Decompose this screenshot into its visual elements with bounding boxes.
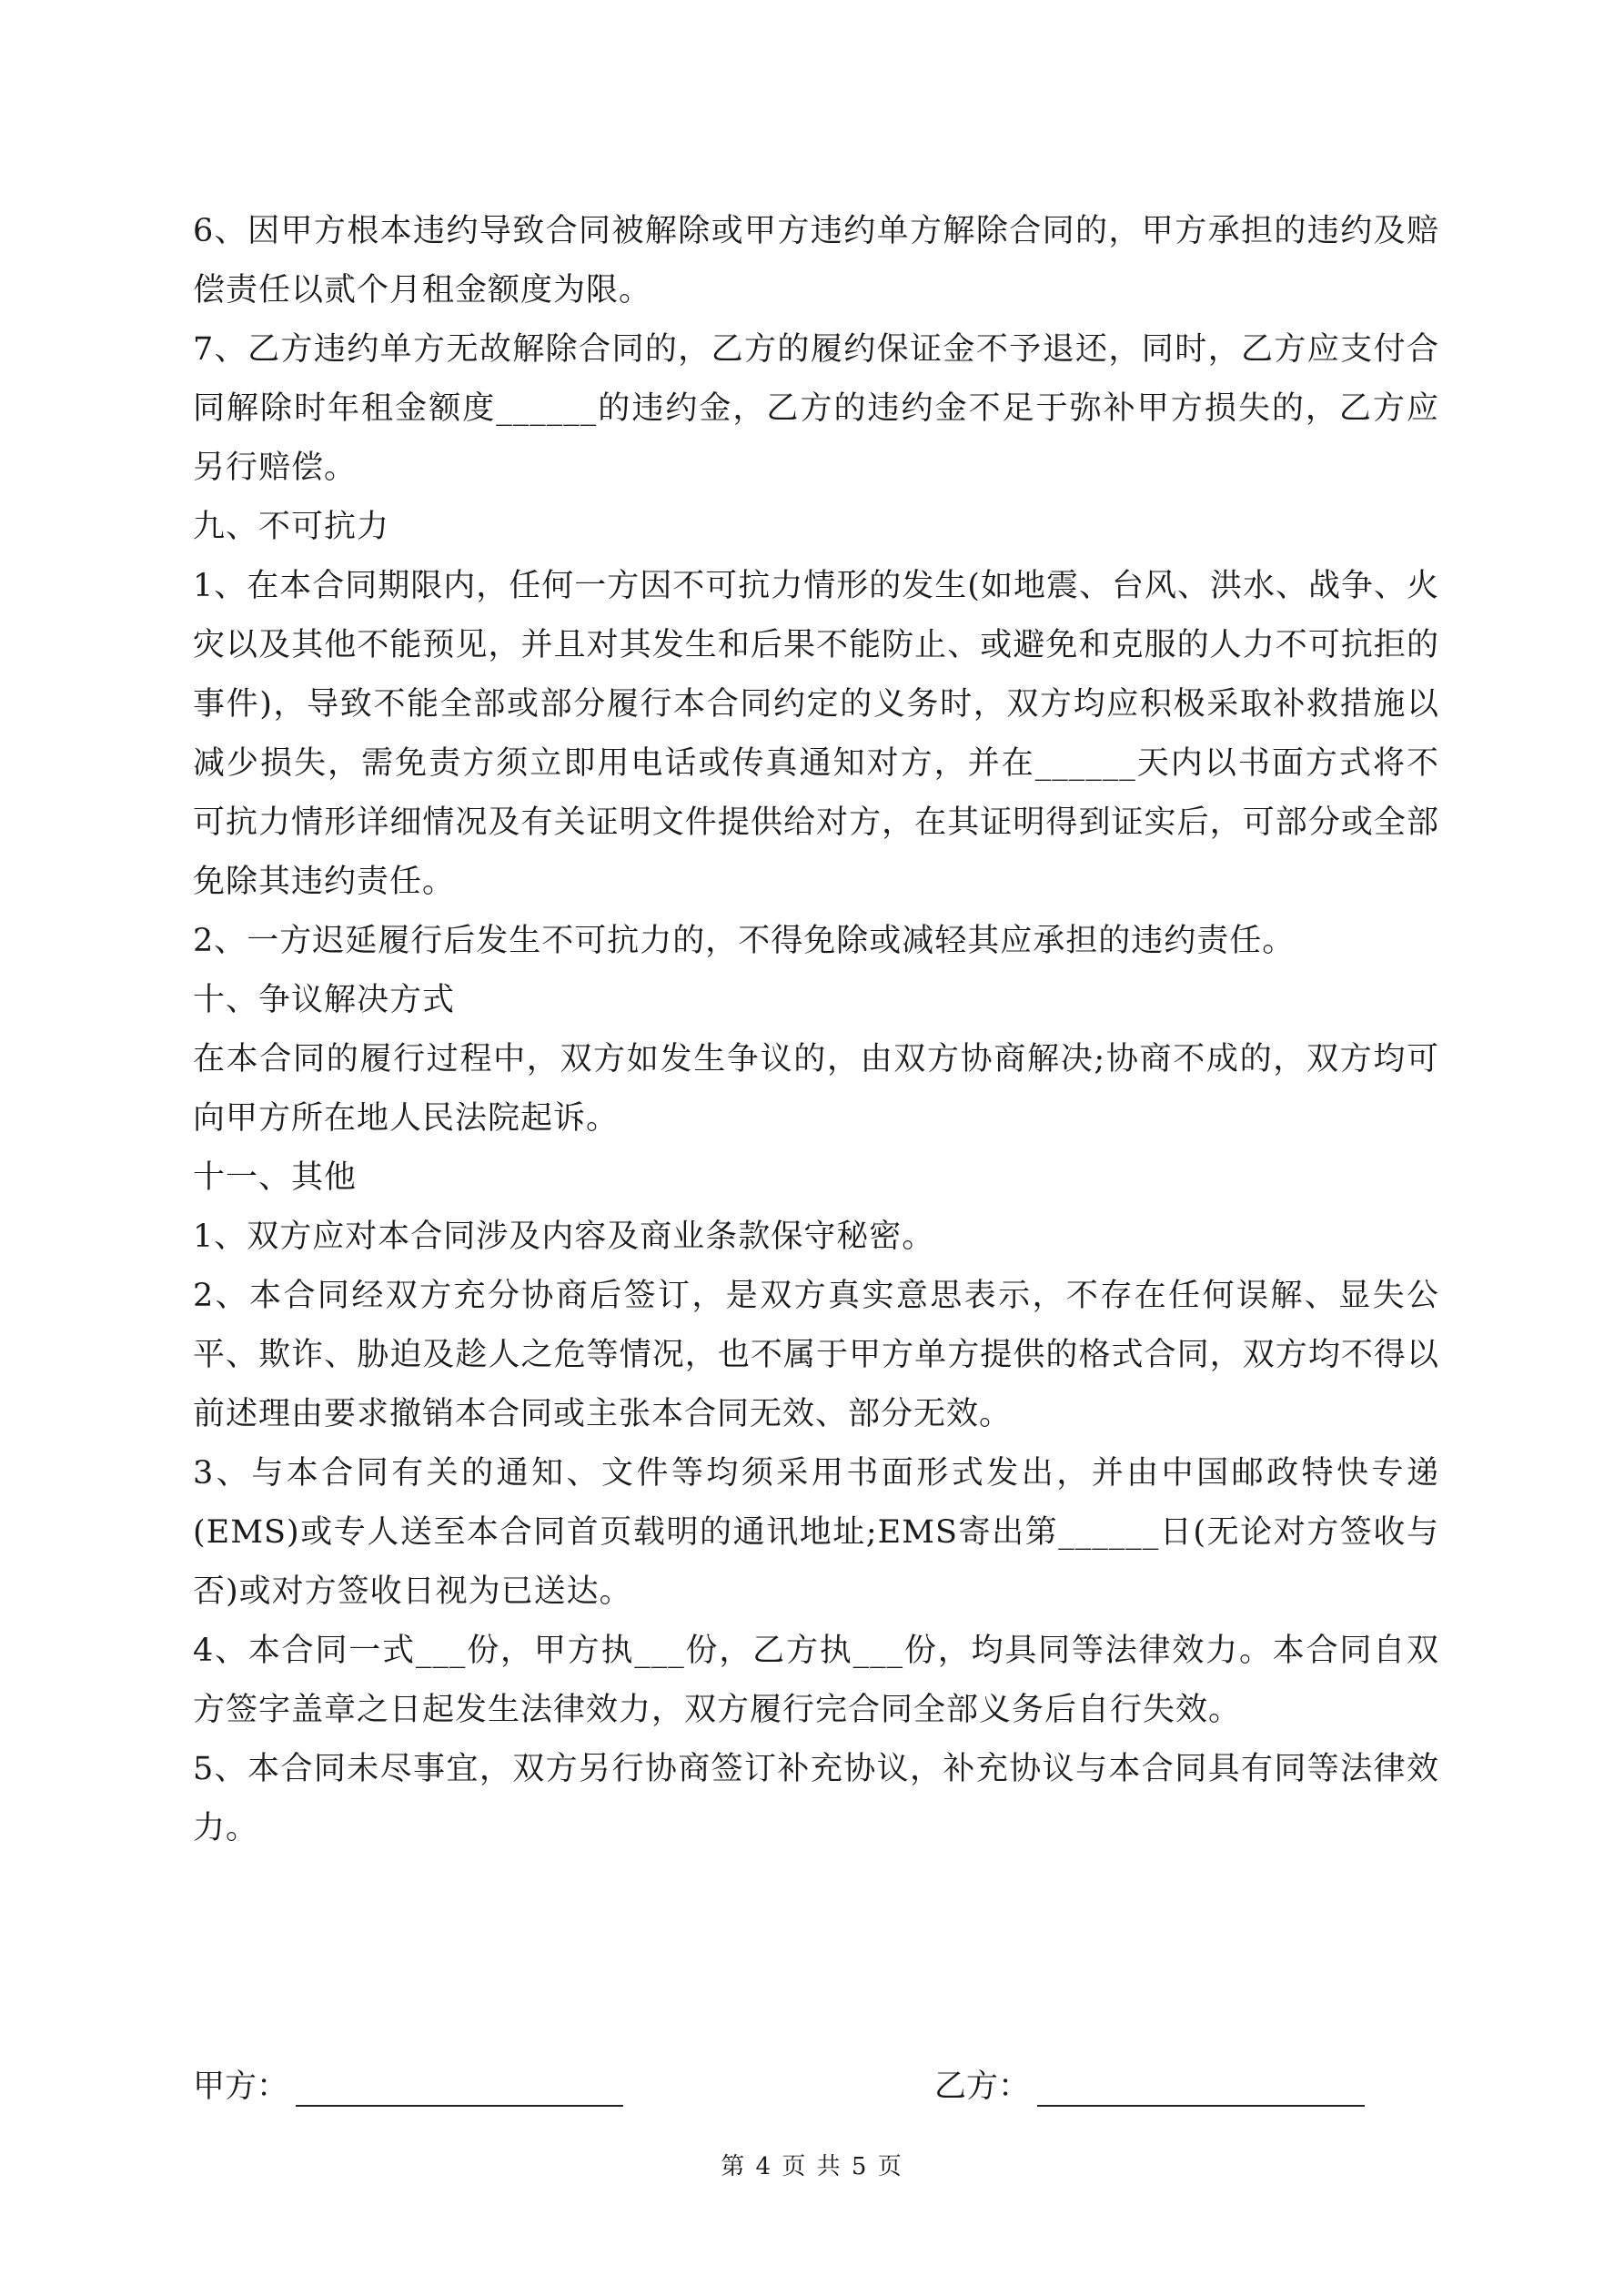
other-clause-5: 5、本合同未尽事宜，双方另行协商签订补充协议，补充协议与本合同具有同等法律效力。	[193, 1751, 1439, 1846]
section-heading-other: 十一、其他	[193, 1159, 358, 1196]
party-b-signature-line	[1037, 2068, 1365, 2107]
section-heading-force-majeure: 九、不可抗力	[193, 509, 390, 545]
signature-block	[193, 2061, 1439, 2116]
other-clause-3: 3、与本合同有关的通知、文件等均须采用书面形式发出，并由中国邮政特快专递(EMS)或专人送至本合同首页载明的通讯地址;EMS寄出第______日(无论对方签收与否)或对方签收日视为已送达。	[193, 1455, 1439, 1610]
other-clause-1: 1、双方应对本合同涉及内容及商业条款保守秘密。	[193, 1219, 935, 1255]
other-clause-4: 4、本合同一式___份，甲方执___份，乙方执___份，均具同等法律效力。本合同自双方签字盖章之日起发生法律效力，双方履行完合同全部义务后自行失效。	[193, 1633, 1439, 1728]
party-a-signature-line	[296, 2068, 623, 2107]
other-clause-2: 2、本合同经双方充分协商后签订，是双方真实意思表示，不存在任何误解、显失公平、欺诈、胁迫及趁人之危等情况，也不属于甲方单方提供的格式合同，双方均不得以前述理由要求撤销本合同或主张本合同无效、部分无效。	[193, 1278, 1439, 1432]
section-heading-dispute-resolution: 十、争议解决方式	[193, 982, 456, 1018]
dispute-resolution-clause: 在本合同的履行过程中，双方如发生争议的，由双方协商解决;协商不成的，双方均可向甲方所在地人民法院起诉。	[193, 1041, 1439, 1137]
party-a-signature	[193, 2061, 623, 2107]
page-number-footer: 第 4 页 共 5 页	[721, 2153, 903, 2180]
contract-body	[193, 202, 1439, 1858]
force-majeure-clause-2: 2、一方迟延履行后发生不可抗力的，不得免除或减轻其应承担的违约责任。	[193, 923, 1296, 959]
party-b-label: 乙方：	[934, 2068, 1031, 2105]
clause-6-breach-liability: 6、因甲方根本违约导致合同被解除或甲方违约单方解除合同的，甲方承担的违约及赔偿责任以贰个月租金额度为限。	[193, 213, 1439, 308]
force-majeure-clause-1: 1、在本合同期限内，任何一方因不可抗力情形的发生(如地震、台风、洪水、战争、火灾以及其他不能预见，并且对其发生和后果不能防止、或避免和克服的人力不可抗拒的事件)，导致不能全部或部分履行本合同约定的义务时，双方均应积极采取补救措施以减少损失，需免责方须立即用电话或传真通知对方，并在______天内以书面方式将不可抗力情形详细情况及有关证明文件提供给对方，在其证明得到证实后，可部分或全部免除其违约责任。	[193, 568, 1439, 900]
clause-7-termination-penalty: 7、乙方违约单方无故解除合同的，乙方的履约保证金不予退还，同时，乙方应支付合同解除时年租金额度______的违约金，乙方的违约金不足于弥补甲方损失的，乙方应另行赔偿。	[193, 331, 1439, 486]
party-a-label: 甲方：	[193, 2068, 289, 2105]
party-b-signature	[934, 2061, 1365, 2107]
